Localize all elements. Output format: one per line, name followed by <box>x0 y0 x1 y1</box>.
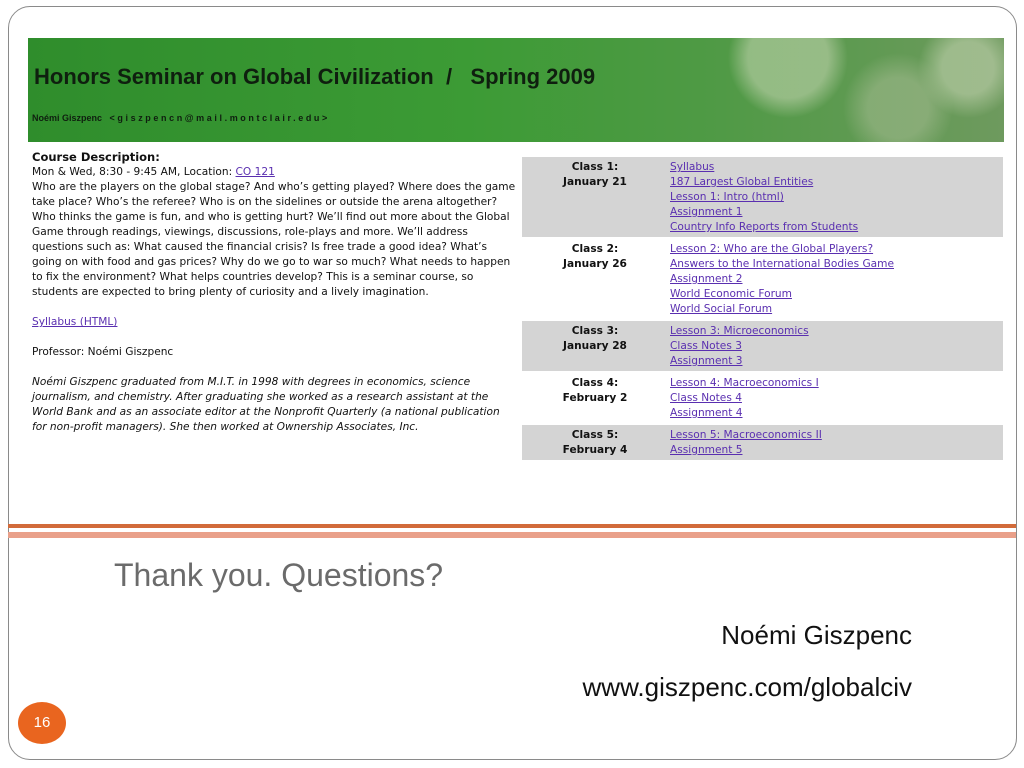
class-link[interactable]: Answers to the International Bodies Game <box>670 258 894 270</box>
site-author-line <box>32 113 330 123</box>
class-link[interactable]: Lesson 1: Intro (html) <box>670 191 784 203</box>
divider-rule <box>8 524 1016 528</box>
class-links <box>668 424 1003 460</box>
class-heading <box>522 238 668 320</box>
class-links <box>668 157 1003 238</box>
professor-line: Professor: Noémi Giszpenc <box>32 346 174 358</box>
class-label: Class 1: <box>571 161 619 173</box>
site-author-email[interactable]: <giszpencn@mail.montclair.edu> <box>109 113 330 123</box>
class-label: Class 5: <box>571 429 619 441</box>
class-schedule-table <box>522 157 1003 460</box>
class-link[interactable]: Lesson 5: Macroeconomics II <box>670 429 822 441</box>
class-link[interactable]: Assignment 5 <box>670 444 743 456</box>
class-heading <box>522 157 668 238</box>
class-link[interactable]: Class Notes 4 <box>670 392 742 404</box>
class-row <box>522 157 1003 238</box>
professor-bio: Noémi Giszpenc graduated from M.I.T. in 1998 with degrees in economics, science journalism, and chemistry. After graduating she worked as a research assistant at the World Bank and as an associate editor at the Nonprofit Quarterly (a national publication for non-profit managers). She then worked at Ownership Associates, Inc. <box>32 376 500 433</box>
class-row <box>522 372 1003 424</box>
class-heading <box>522 320 668 372</box>
class-date: January 28 <box>563 340 627 352</box>
syllabus-html-link[interactable]: Syllabus (HTML) <box>32 316 118 328</box>
course-schedule <box>32 165 516 180</box>
class-heading <box>522 424 668 460</box>
presenter-name: Noémi Giszpenc <box>721 620 912 650</box>
class-link[interactable]: Assignment 4 <box>670 407 743 419</box>
divider-band <box>8 532 1016 538</box>
site-title: Honors Seminar on Global Civilization / Spring 2009 <box>34 64 596 89</box>
class-links <box>668 372 1003 424</box>
class-row <box>522 238 1003 320</box>
class-links <box>668 320 1003 372</box>
class-link[interactable]: 187 Largest Global Entities <box>670 176 814 188</box>
class-link[interactable]: Country Info Reports from Students <box>670 221 859 233</box>
class-link[interactable]: Lesson 2: Who are the Global Players? <box>670 243 874 255</box>
class-link[interactable]: Assignment 3 <box>670 355 743 367</box>
location-link[interactable]: CO 121 <box>235 166 275 178</box>
class-row <box>522 320 1003 372</box>
class-link[interactable]: Assignment 2 <box>670 273 743 285</box>
page-number-badge: 16 <box>18 702 66 744</box>
class-date: February 2 <box>562 392 628 404</box>
class-heading <box>522 372 668 424</box>
course-description-text: Who are the players on the global stage? And who’s getting played? Where does the game take place? Who’s the referee? Who is on the sidelines or outside the arena altogether? Who thinks the game is fun, and who is getting hurt? We’ll find out more about the Global Game through readings, viewings, discussions, role-plays and more. We’ll address questions such as: What caused the financial crisis? Is free trade a good idea? What’s going on with food and gas prices? Why do we go to war so much? What needs to happen to fix the environment? What helps countries develop? This is a seminar course, so students are expected to bring plenty of curiosity and a lively imagination. <box>32 181 516 298</box>
class-link[interactable]: Class Notes 3 <box>670 340 742 352</box>
class-link[interactable]: World Social Forum <box>670 303 773 315</box>
class-link[interactable]: Lesson 4: Macroeconomics I <box>670 377 819 389</box>
class-row <box>522 424 1003 460</box>
course-description-column <box>32 150 516 435</box>
class-label: Class 3: <box>571 325 619 337</box>
course-schedule-text: Mon & Wed, 8:30 - 9:45 AM, Location: <box>32 166 236 178</box>
site-author-name: Noémi Giszpenc <box>32 113 103 123</box>
class-link[interactable]: Lesson 3: Microeconomics <box>670 325 809 337</box>
class-label: Class 2: <box>571 243 619 255</box>
class-link[interactable]: Assignment 1 <box>670 206 743 218</box>
class-date: January 21 <box>563 176 627 188</box>
website-screenshot <box>28 38 1004 464</box>
website-url: www.giszpenc.com/globalciv <box>582 672 912 702</box>
class-links <box>668 238 1003 320</box>
class-link[interactable]: World Economic Forum <box>670 288 792 300</box>
class-date: January 26 <box>563 258 627 270</box>
course-description-heading: Course Description: <box>32 150 160 164</box>
class-label: Class 4: <box>571 377 619 389</box>
class-date: February 4 <box>562 444 628 456</box>
class-link[interactable]: Syllabus <box>670 161 715 173</box>
site-banner <box>28 38 1004 142</box>
closing-text: Thank you. Questions? <box>114 557 444 593</box>
